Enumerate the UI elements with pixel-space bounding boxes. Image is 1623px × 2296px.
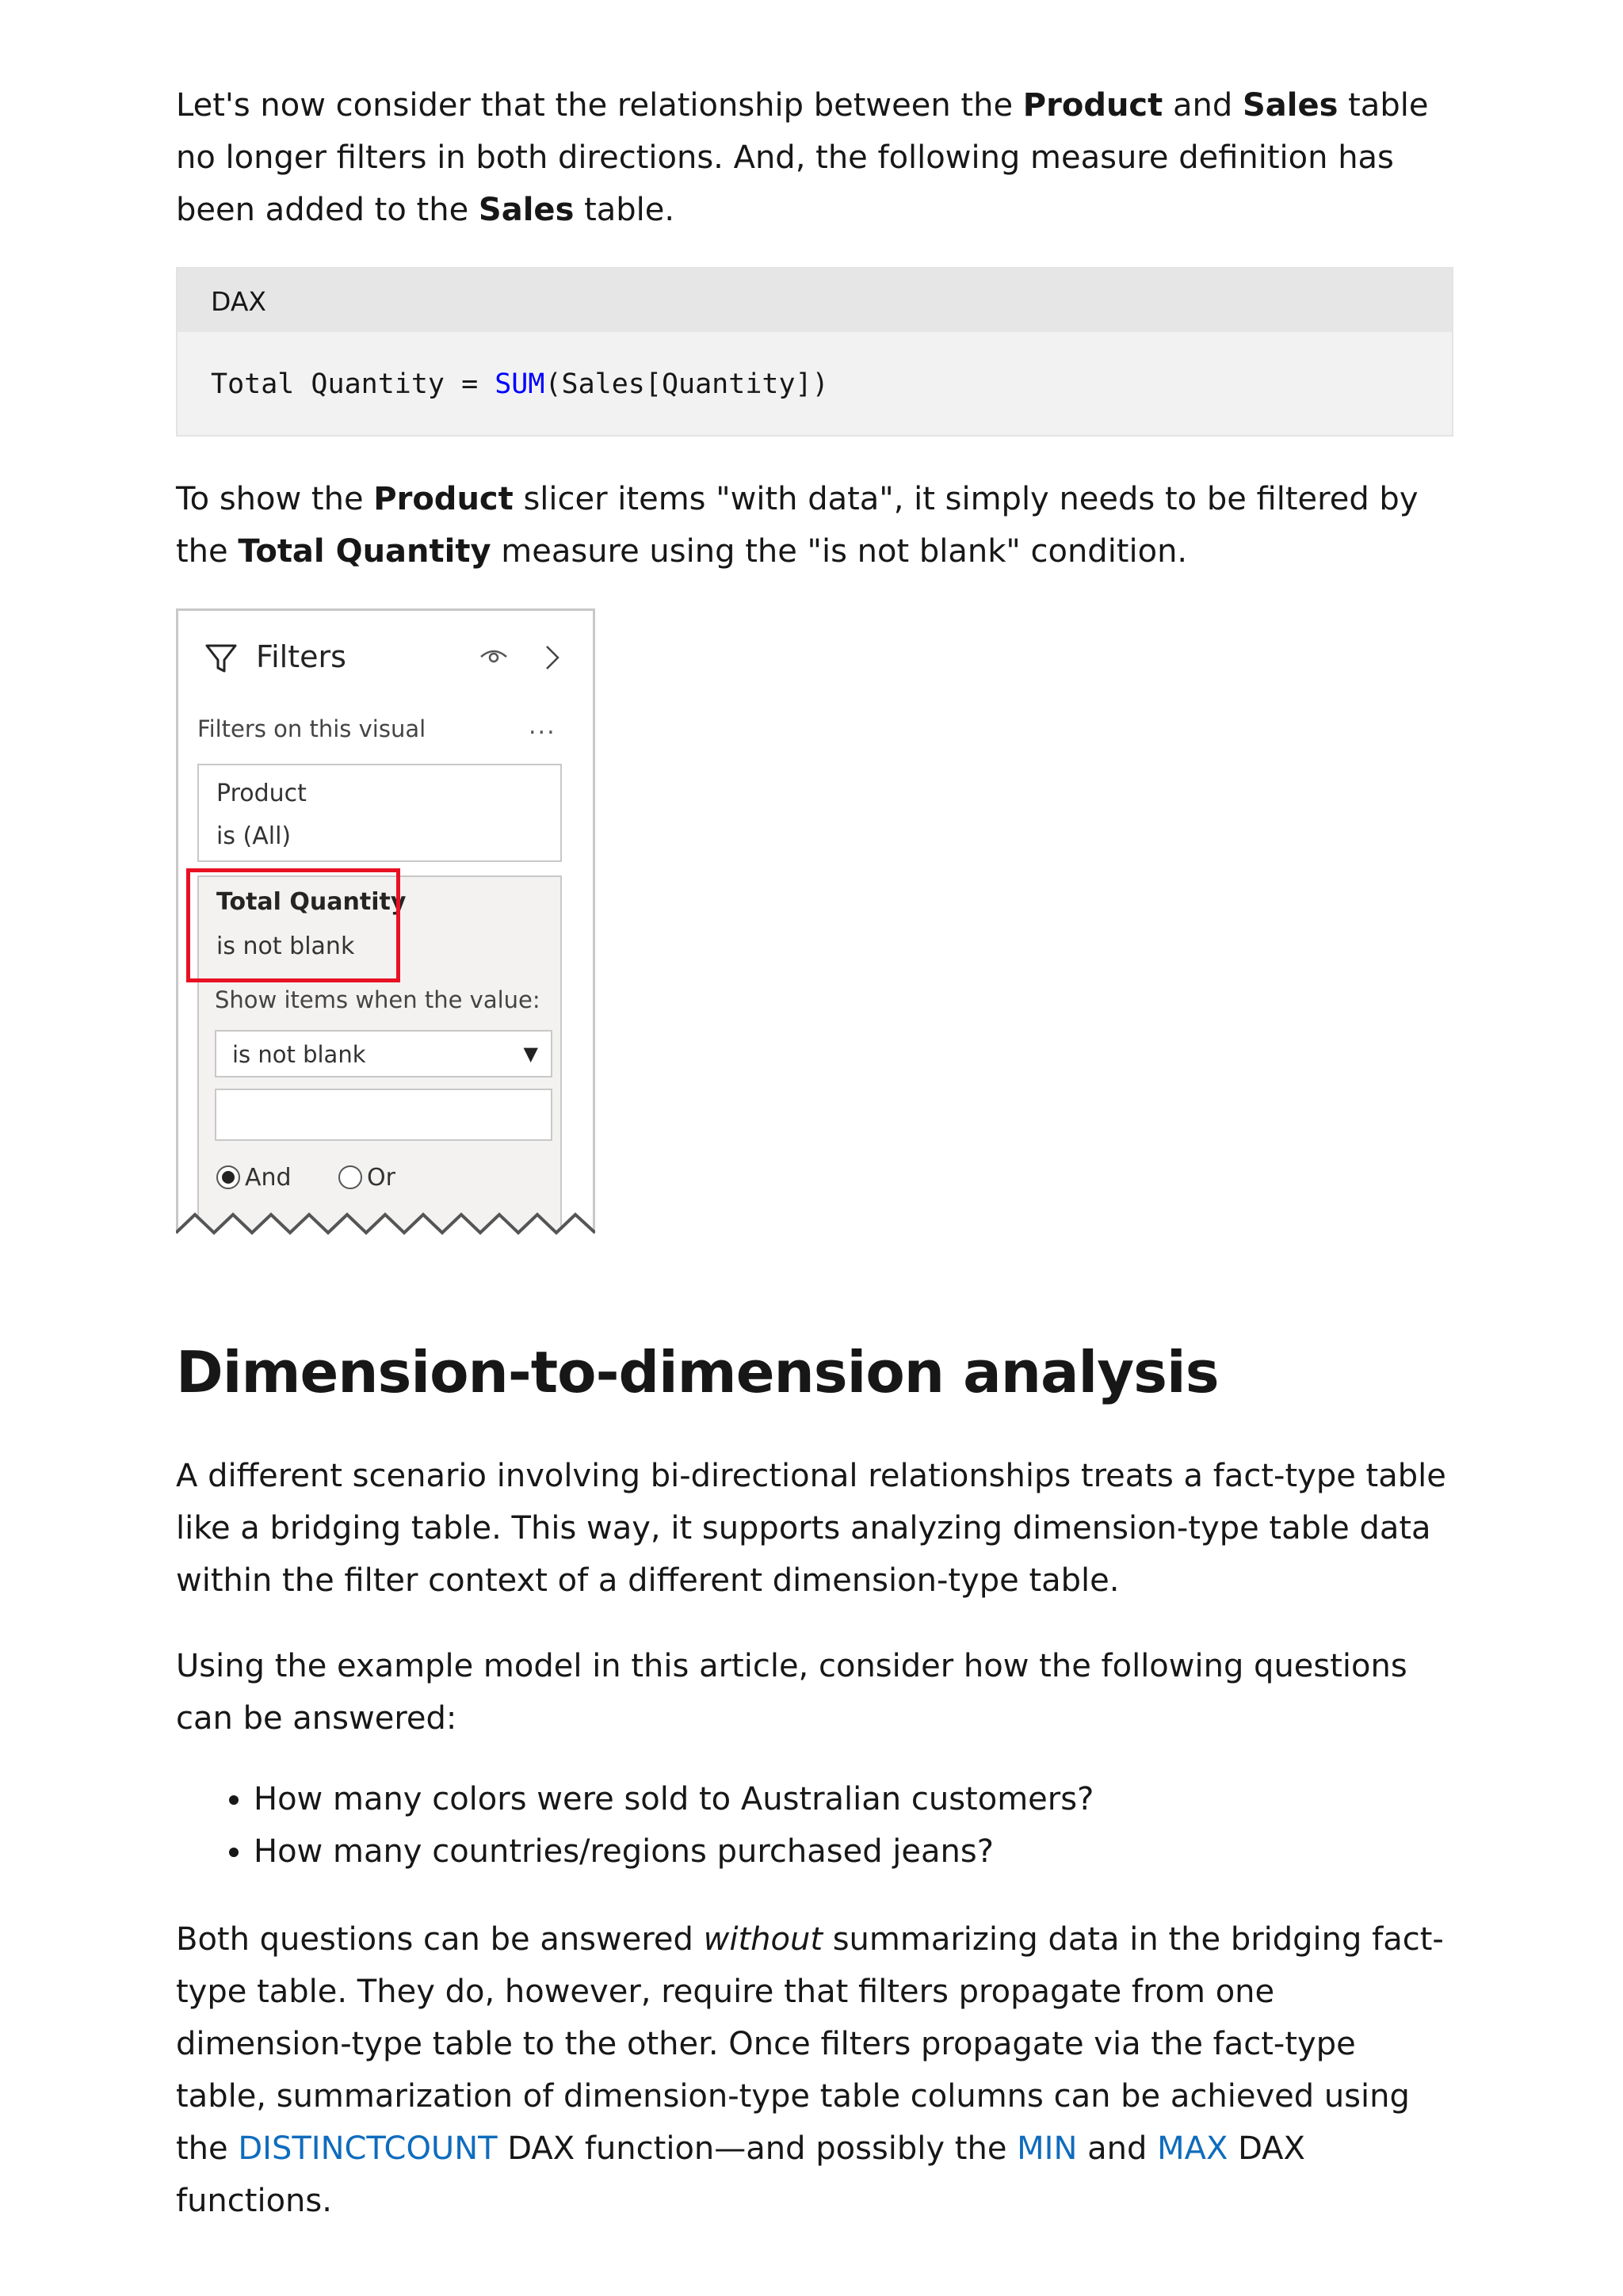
text: To show the bbox=[176, 481, 374, 517]
intro-paragraph bbox=[176, 79, 1453, 236]
bold-sales: Sales bbox=[478, 192, 575, 228]
section-paragraph-1: A different scenario involving bi-directional relationships treats a fact-type table like a bridging table. This way, it supports analyzing dimension-type table data within the filter context of a different dimension-type table. bbox=[176, 1458, 1446, 1599]
text: Let's now consider that the relationship between the bbox=[176, 87, 1023, 124]
filters-on-visual-label: Filters on this visual bbox=[197, 715, 426, 742]
dropdown-value: is not blank bbox=[232, 1041, 366, 1068]
bold-product: Product bbox=[1022, 87, 1163, 124]
text: summarizing data in the bridging fact-type table. They do, however, require that filters propagate from one dimension-type table to the other. Once filters propagate via the fact-type table, summarization of dimension-type table columns can be achieved using the bbox=[176, 1921, 1444, 2167]
text: table. bbox=[574, 192, 675, 228]
filter-card-title: Product bbox=[216, 780, 307, 807]
text: Both questions can be answered bbox=[176, 1921, 704, 1958]
section-paragraph-2: Using the example model in this article, consider how the following questions can be answered: bbox=[176, 1648, 1407, 1737]
section-heading: Dimension-to-dimension analysis bbox=[176, 1339, 1219, 1405]
italic-without: without bbox=[703, 1921, 823, 1958]
slicer-paragraph bbox=[176, 473, 1453, 578]
text: DAX function—and possibly the bbox=[497, 2130, 1018, 2167]
code-language-label: DAX bbox=[178, 269, 1452, 332]
question-list bbox=[176, 1773, 1094, 1878]
filter-card-state: is (All) bbox=[216, 822, 292, 850]
more-options-icon[interactable]: ... bbox=[529, 712, 556, 740]
or-radio-label: Or bbox=[367, 1164, 395, 1192]
and-radio-label: And bbox=[245, 1164, 292, 1192]
distinctcount-link[interactable]: DISTINCTCOUNT bbox=[238, 2130, 498, 2167]
text: measure using the "is not blank" condition. bbox=[491, 533, 1188, 570]
filter-card-state: is not blank bbox=[216, 933, 355, 960]
code-text: Total Quantity = bbox=[211, 368, 495, 400]
dropdown-arrow-icon: ▼ bbox=[523, 1043, 538, 1065]
code-function: SUM bbox=[495, 368, 545, 400]
code-block bbox=[176, 267, 1453, 437]
show-items-label: Show items when the value: bbox=[215, 986, 540, 1013]
bold-product: Product bbox=[373, 481, 514, 517]
section-paragraph-3 bbox=[176, 1913, 1453, 2227]
code-text: (Sales[Quantity]) bbox=[544, 368, 829, 400]
filter-card-title: Total Quantity bbox=[216, 888, 407, 916]
text: slicer items "with data", it simply needs to be filtered by the bbox=[176, 481, 1419, 570]
filter-pane-title: Filters bbox=[256, 639, 346, 674]
text: table no longer filters in both directions. And, the following measure definition has been added to the bbox=[176, 87, 1429, 228]
bold-total-quantity: Total Quantity bbox=[238, 533, 491, 570]
list-item: • How many countries/regions purchased jeans? bbox=[254, 1825, 1094, 1878]
code-content bbox=[178, 332, 1452, 437]
list-item: • How many colors were sold to Australian customers? bbox=[254, 1773, 1094, 1825]
torn-edge-graphic bbox=[176, 608, 595, 1258]
text: and bbox=[1163, 87, 1243, 124]
text: DAX functions. bbox=[176, 2130, 1305, 2219]
text: and bbox=[1077, 2130, 1158, 2167]
bold-sales: Sales bbox=[1242, 87, 1338, 124]
max-link[interactable]: MAX bbox=[1157, 2130, 1228, 2167]
min-link[interactable]: MIN bbox=[1017, 2130, 1078, 2167]
